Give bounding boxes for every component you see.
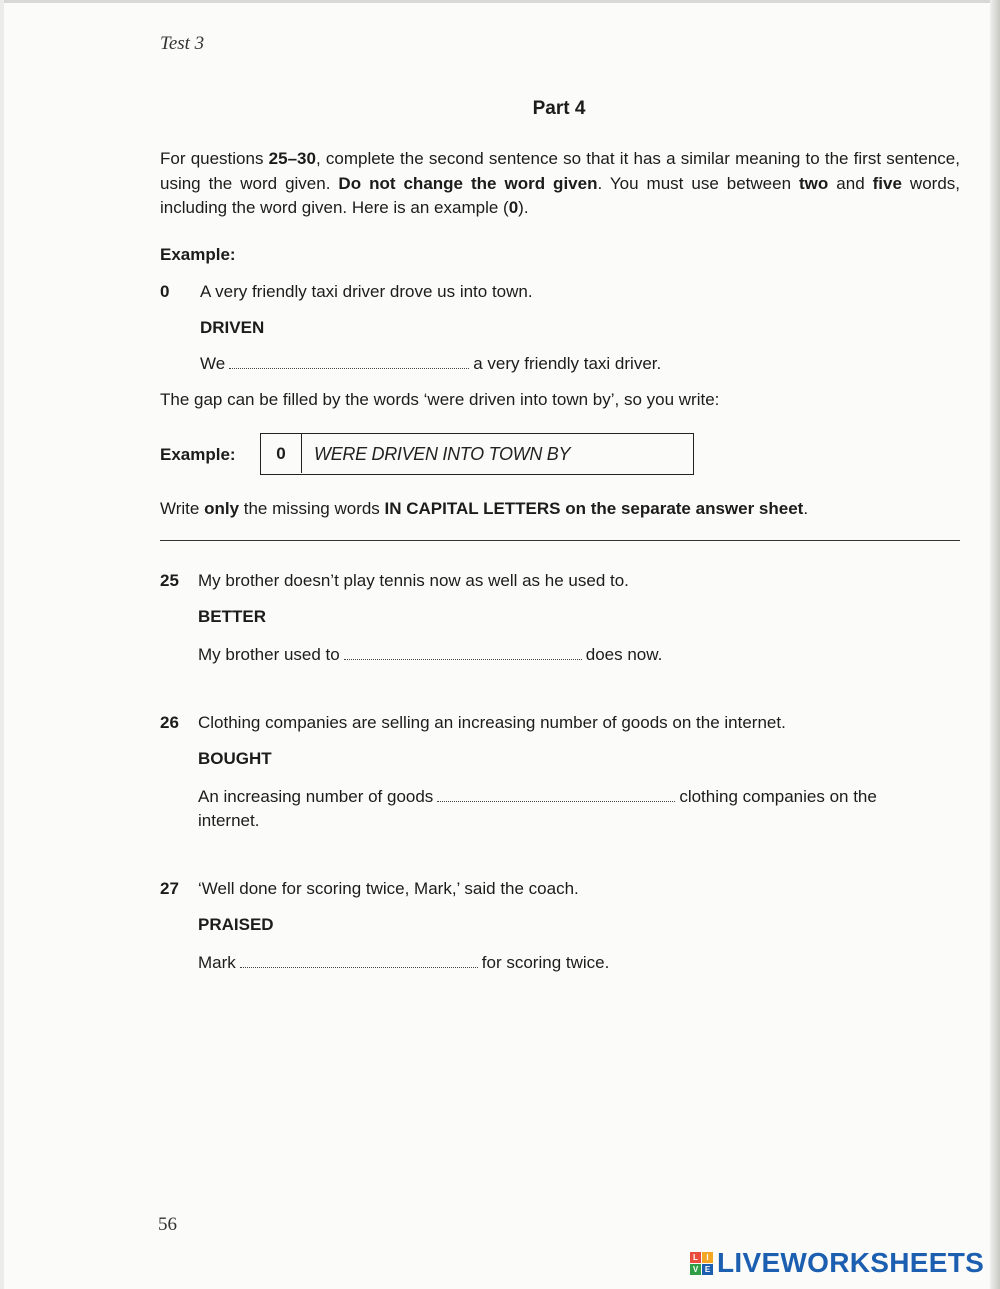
question-sentence-27: ‘Well done for scoring twice, Mark,’ said the coach. <box>198 879 579 898</box>
scan-edge-right <box>990 0 1000 1289</box>
running-head: Test 3 <box>160 33 205 54</box>
instructions-text-5: words, including the word given. Here is an example ( <box>160 173 960 217</box>
question-range: 25–30 <box>268 149 316 168</box>
only-emphasis: only <box>204 499 240 518</box>
logo-cell-l: L <box>690 1252 701 1263</box>
gap-start-27: Mark <box>198 953 236 972</box>
question-number-26: 26 <box>160 713 179 732</box>
example-gap-sentence <box>200 354 661 374</box>
example-keyword: DRIVEN <box>200 318 265 337</box>
answer-gap-25[interactable] <box>344 645 582 660</box>
part-title: Part 4 <box>532 98 586 119</box>
answer-gap-27[interactable] <box>240 953 478 968</box>
do-not-change-rule: Do not change the word given <box>338 173 598 193</box>
example-ref: 0 <box>508 198 519 217</box>
example-gap-end: a very friendly taxi driver. <box>473 354 662 373</box>
example-sentence: A very friendly taxi driver drove us into town. <box>200 282 533 301</box>
question-gap-sentence-27 <box>198 951 938 975</box>
question-keyword-26: BOUGHT <box>198 749 272 768</box>
liveworksheets-logo-icon <box>690 1252 713 1275</box>
answer-instruction-text-2: the missing words <box>239 499 385 518</box>
answer-instruction <box>160 499 808 519</box>
instructions-text-4: and <box>828 173 873 193</box>
gap-end-26: clothing companies on the internet. <box>198 787 877 830</box>
instructions-paragraph <box>160 147 960 221</box>
example-answer-gap <box>229 354 469 369</box>
question-number-25: 25 <box>160 571 179 590</box>
example-box-label: Example: <box>160 445 236 464</box>
instructions-text-2: , complete the second sentence so that it has a similar meaning to the first sentence, using the word given. <box>160 149 960 193</box>
instructions-text-6: ). <box>518 198 529 217</box>
example-explanation: The gap can be filled by the words ‘were driven into town by’, so you write: <box>160 390 720 409</box>
question-sentence-25: My brother doesn’t play tennis now as well as he used to. <box>198 571 629 590</box>
page-number: 56 <box>158 1214 177 1235</box>
example-number: 0 <box>160 282 170 301</box>
question-number-27: 27 <box>160 879 179 898</box>
capital-letters-rule: IN CAPITAL LETTERS on the separate answer sheet <box>384 499 804 518</box>
question-gap-sentence-25 <box>198 643 938 667</box>
scan-edge-top <box>0 0 1000 3</box>
gap-start-25: My brother used to <box>198 645 340 664</box>
answer-gap-26[interactable] <box>437 787 675 802</box>
liveworksheets-watermark <box>690 1246 984 1280</box>
logo-cell-i: I <box>702 1252 713 1263</box>
liveworksheets-wordmark: LIVEWORKSHEETS <box>717 1247 985 1278</box>
instructions-text-1: For questions <box>160 149 269 168</box>
max-words: five <box>872 173 902 193</box>
section-divider <box>160 540 960 541</box>
instructions-text-3: . You must use between <box>597 173 800 193</box>
question-keyword-27: PRAISED <box>198 915 274 934</box>
logo-cell-v: V <box>690 1264 701 1275</box>
example-box-answer: WERE DRIVEN INTO TOWN BY <box>314 444 571 464</box>
question-keyword-25: BETTER <box>198 607 266 626</box>
min-words: two <box>799 173 829 193</box>
example-answer-box <box>260 433 694 475</box>
question-sentence-26: Clothing companies are selling an increasing number of goods on the internet. <box>198 713 786 732</box>
example-box-number: 0 <box>261 434 302 473</box>
gap-start-26: An increasing number of goods <box>198 787 434 806</box>
answer-instruction-text-3: . <box>803 499 809 518</box>
gap-end-27: for scoring twice. <box>481 953 610 972</box>
example-heading: Example: <box>160 245 236 264</box>
scan-edge-left <box>0 0 4 1289</box>
logo-cell-e: E <box>702 1264 713 1275</box>
example-gap-start: We <box>200 354 226 373</box>
question-gap-sentence-26 <box>198 785 938 833</box>
answer-instruction-text-1: Write <box>160 499 205 518</box>
gap-end-25: does now. <box>585 645 663 664</box>
